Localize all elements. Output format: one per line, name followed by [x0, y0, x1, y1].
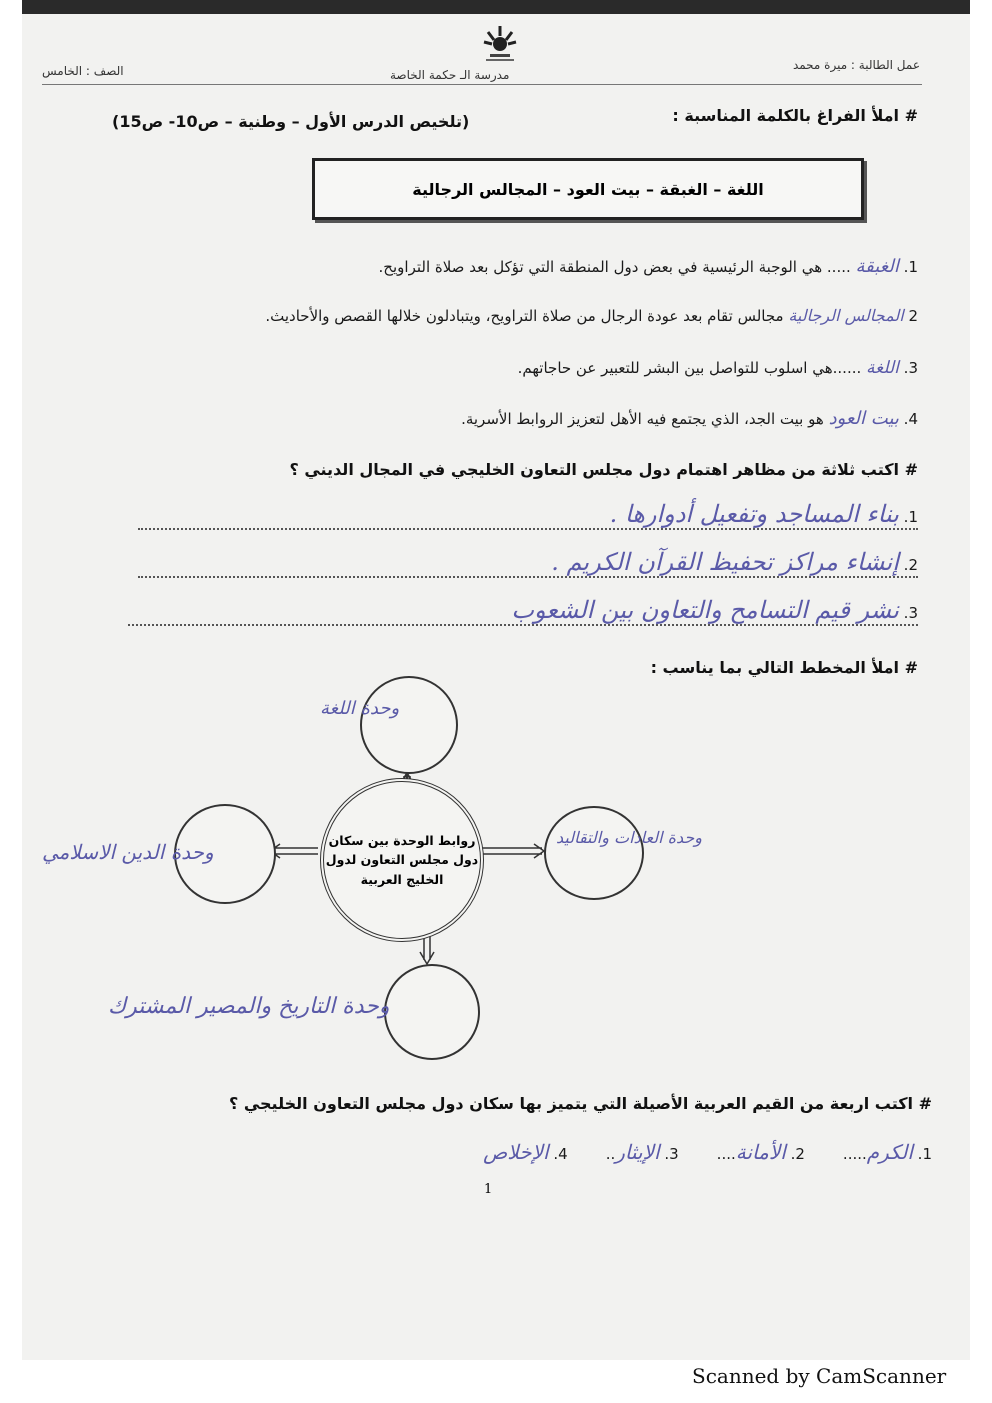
student-name: عمل الطالبة : ميرة محمد — [792, 58, 920, 72]
item-number: 1. — [903, 258, 918, 276]
diagram-node-right-text: وحدة العادات والتقاليد — [555, 828, 703, 847]
handwritten-answer: نشر قيم التسامح والتعاون بين الشعوب — [511, 596, 899, 624]
handwritten-answer: اللغة — [866, 358, 899, 378]
diagram-node-top — [360, 676, 458, 774]
header-divider — [42, 84, 922, 85]
item-number: 1. — [917, 1145, 932, 1163]
religious-title: # اكتب ثلاثة من مظاهر اهتمام دول مجلس التعاون الخليجي في المجال الديني ؟ — [289, 460, 918, 479]
word-bank: اللغة – الغبقة – بيت العود – المجالس الرجالية — [312, 158, 864, 220]
diagram-node-bottom-text: وحدة التاريخ والمصير المشترك — [108, 994, 390, 1019]
handwritten-answer: الكرم — [866, 1140, 913, 1164]
grade-label: الصف : الخامس — [42, 64, 124, 78]
item-text: ..... هي الوجبة الرئيسية في بعض دول المنطقة التي تؤكل بعد صلاة التراويح. — [378, 258, 851, 276]
value-item-3: 3. الإيثار.. — [605, 1140, 679, 1164]
item-text: هو بيت الجد، الذي يجتمع فيه الأهل لتعزيز الروابط الأسرية. — [461, 410, 824, 428]
item-number: 4. — [553, 1145, 568, 1163]
page-number: 1 — [484, 1182, 493, 1197]
item-number: 1. — [903, 508, 918, 526]
blank-item-2 — [98, 306, 918, 325]
value-item-1: 1. الكرم..... — [842, 1140, 932, 1164]
item-number: 2. — [903, 556, 918, 574]
religious-answer-3 — [128, 596, 918, 626]
value-item-2: 2. الأمانة.... — [716, 1140, 805, 1164]
item-number: 4. — [903, 410, 918, 428]
blank-item-3 — [298, 358, 918, 378]
religious-answer-1 — [138, 500, 918, 530]
religious-answer-2 — [138, 548, 918, 578]
handwritten-answer: الإيثار — [615, 1140, 660, 1164]
fill-blank-title: # املأ الفراغ بالكلمة المناسبة : — [672, 106, 918, 125]
handwritten-answer: بيت العود — [828, 408, 899, 429]
worksheet-page — [22, 0, 970, 1360]
diagram-node-right — [544, 806, 644, 900]
item-number: 3. — [903, 359, 918, 377]
handwritten-answer: إنشاء مراكز تحفيظ القرآن الكريم . — [551, 548, 899, 576]
diagram-node-left-text: وحدة الدين الاسلامي — [42, 840, 214, 864]
values-title: # اكتب اربعة من القيم العربية الأصيلة التي يتميز بها سكان دول مجلس التعاون الخليجي ؟ — [228, 1094, 932, 1113]
handwritten-answer: بناء المساجد وتفعيل أدوارها . — [609, 500, 899, 528]
item-number: 3. — [903, 604, 918, 622]
handwritten-answer: الأمانة — [735, 1140, 786, 1164]
item-number: 3. — [664, 1145, 679, 1163]
diagram-node-top-text: وحدة اللغة — [320, 698, 400, 719]
handwritten-answer: المجالس الرجالية — [788, 306, 904, 325]
blank-item-1 — [198, 256, 918, 277]
scanner-watermark: Scanned by CamScanner — [692, 1364, 947, 1388]
handwritten-answer: الإخلاص — [483, 1140, 549, 1164]
school-name: مدرسة الـ حكمة الخاصة — [390, 68, 510, 82]
values-answers — [252, 1140, 932, 1164]
item-number: 2 — [908, 307, 918, 325]
handwritten-answer: الغبقة — [855, 256, 899, 277]
diagram-title: # املأ المخطط التالي بما يناسب : — [650, 658, 918, 677]
scan-edge — [22, 0, 970, 14]
blank-item-4 — [258, 408, 918, 429]
item-number: 2. — [790, 1145, 805, 1163]
diagram-node-bottom — [384, 964, 480, 1060]
item-text: مجالس تقام بعد عودة الرجال من صلاة التراويح، ويتبادلون خلالها القصص والأحاديث. — [265, 307, 784, 325]
value-item-4 — [483, 1140, 568, 1164]
school-logo — [470, 24, 530, 64]
diagram-center: روابط الوحدة بين سكان دول مجلس التعاون لدول الخليج العربية — [320, 778, 484, 942]
item-text: ......هي اسلوب للتواصل بين البشر للتعبير عن حاجاتهم. — [517, 359, 862, 377]
lesson-source: (تلخيص الدرس الأول – وطنية – ص10- ص15) — [112, 112, 470, 131]
